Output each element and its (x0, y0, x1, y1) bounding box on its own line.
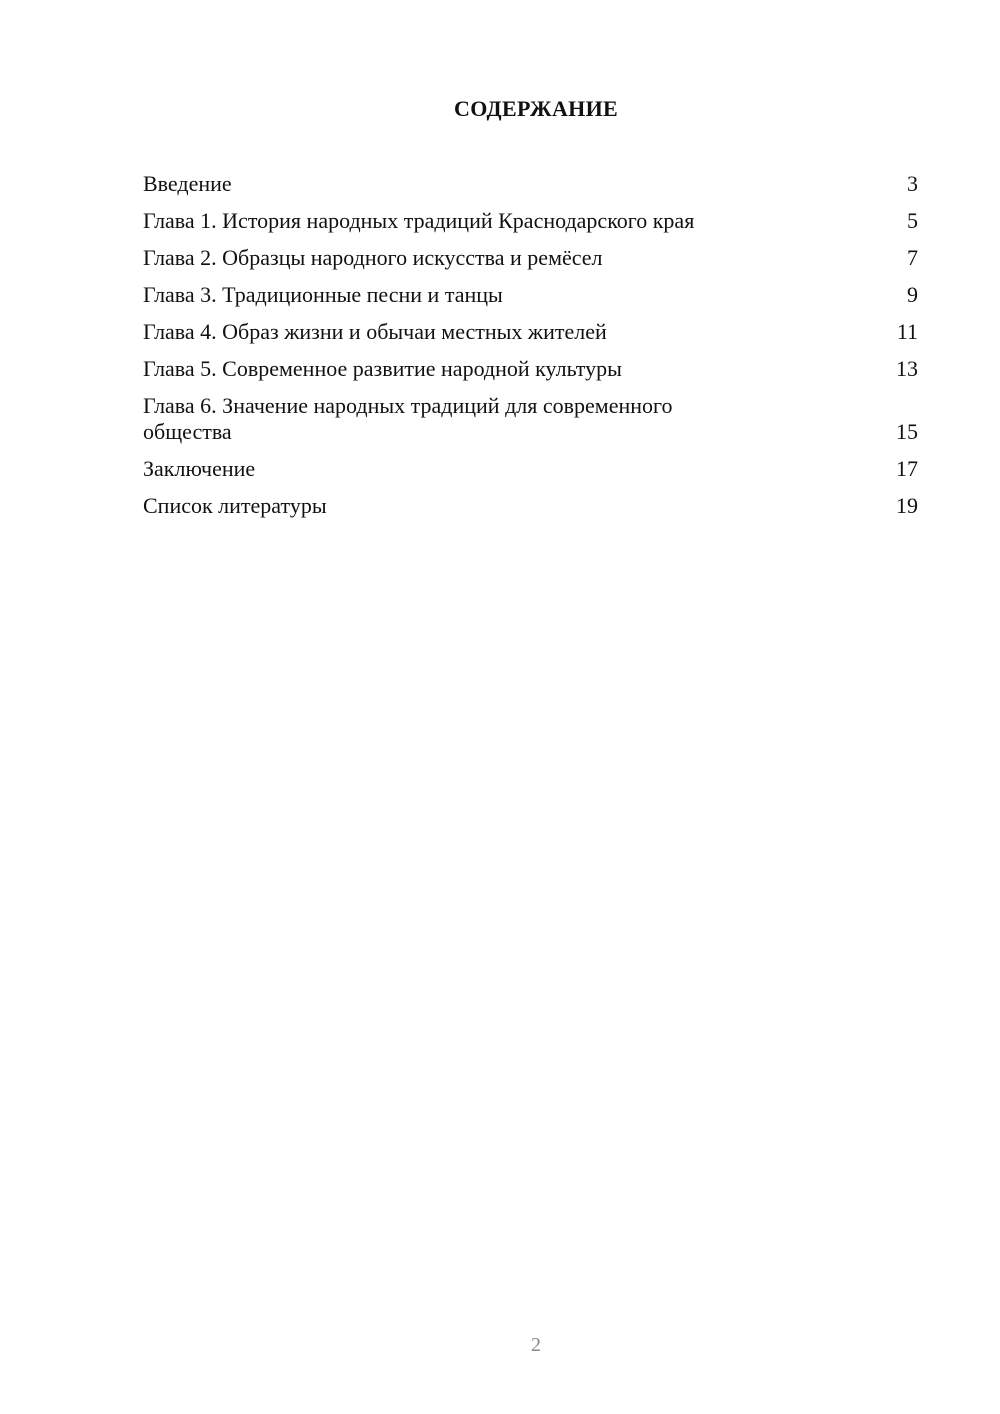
toc-entry-page: 17 (896, 456, 918, 481)
toc-entry-page: 19 (896, 493, 918, 518)
page-number: 2 (531, 1334, 541, 1356)
toc-entry-page: 11 (896, 319, 918, 344)
toc-entry (143, 319, 918, 345)
toc-entry-page: 7 (907, 245, 918, 270)
toc-entry-title: Глава 5. Современное развитие народной культуры (143, 356, 622, 381)
toc-entry-title: Глава 3. Традиционные песни и танцы (143, 282, 503, 307)
toc-entry-title: Заключение (143, 456, 256, 481)
toc-entry-page: 9 (907, 282, 918, 307)
toc-entry-title: Глава 6. Значение народных традиций для современного общества (143, 393, 673, 444)
toc-entry (143, 208, 918, 234)
toc-entry-title: Глава 2. Образцы народного искусства и ремёсел (143, 245, 603, 270)
page-title: СОДЕРЖАНИЕ (454, 96, 618, 121)
toc-entry-page: 15 (896, 419, 918, 444)
toc-entry (143, 356, 918, 382)
toc-entry (143, 493, 918, 519)
table-of-contents (143, 171, 918, 530)
toc-entry-title: Введение (143, 171, 232, 196)
toc-entry-title: Список литературы (143, 493, 327, 518)
toc-entry-page: 5 (907, 208, 918, 233)
toc-entry (143, 393, 918, 445)
toc-entry-title: Глава 4. Образ жизни и обычаи местных жителей (143, 319, 607, 344)
toc-entry (143, 282, 918, 308)
toc-entry-title: Глава 1. История народных традиций Краснодарского края (143, 208, 695, 233)
toc-entry (143, 171, 918, 197)
toc-entry-page: 13 (896, 356, 918, 381)
toc-entry-page: 3 (907, 171, 918, 196)
toc-entry (143, 245, 918, 271)
toc-entry (143, 456, 918, 482)
